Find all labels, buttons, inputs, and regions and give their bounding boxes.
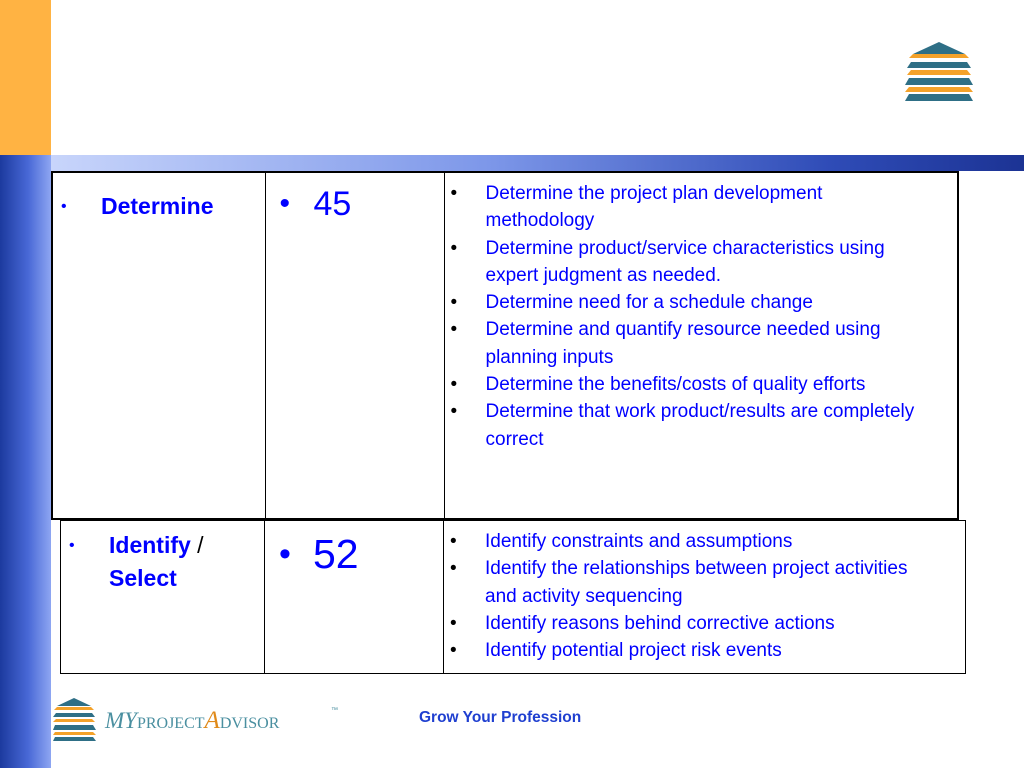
list-item (444, 610, 925, 637)
myprojectadvisor-logo (53, 696, 343, 742)
category-text: Identify / Select (109, 532, 204, 591)
bullet-icon (445, 371, 486, 398)
task-table-identify (60, 520, 966, 674)
category-label (69, 529, 264, 595)
score-label (279, 531, 443, 577)
list-item (445, 398, 918, 453)
footer-tagline: Grow Your Profession (419, 709, 582, 726)
list-item (444, 555, 925, 610)
bullet-icon: • (61, 198, 67, 215)
list-item (445, 289, 918, 316)
category-cell (52, 172, 265, 519)
table-row (52, 172, 958, 519)
bullet-icon (444, 637, 485, 664)
svg-text:™: ™ (331, 707, 338, 714)
bullet-icon (445, 316, 486, 371)
bullet-icon (444, 610, 485, 637)
bullet-icon (445, 289, 486, 316)
list-item (444, 637, 925, 664)
score-value: 52 (313, 531, 359, 577)
task-text: Identify constraints and assumptions (485, 531, 793, 552)
score-cell (265, 521, 444, 674)
score-cell (265, 172, 444, 519)
category-cell (61, 521, 265, 674)
bullet-icon (445, 398, 486, 453)
category-label (61, 190, 265, 223)
list-item (445, 180, 918, 235)
company-logo-icon (905, 42, 973, 104)
list-item (445, 371, 918, 398)
orange-corner-block (0, 0, 51, 155)
bullet-icon (445, 180, 486, 235)
list-item (445, 316, 918, 371)
list-item (445, 235, 918, 290)
task-text: Determine product/service characteristics using expert judgment as needed. (485, 237, 885, 286)
bullet-icon (445, 235, 486, 290)
table-row (61, 521, 966, 674)
list-item (444, 528, 925, 555)
bullet-icon (444, 555, 485, 610)
task-text: Identify the relationships between project activities and activity sequencing (485, 558, 908, 607)
stack-logo-icon (53, 698, 96, 741)
svg-text:MYPROJECTADVISOR: MYPROJECTADVISOR (105, 707, 280, 734)
category-text: Determine (101, 193, 214, 219)
score-label (280, 184, 444, 224)
top-gradient-band (51, 155, 1024, 171)
task-table-determine (51, 171, 959, 520)
bullet-icon: • (69, 537, 75, 554)
task-list (444, 528, 925, 664)
task-text: Identify potential project risk events (485, 640, 782, 662)
tasks-cell (444, 172, 958, 519)
bullet-icon: • (279, 535, 291, 573)
bullet-icon: • (279, 187, 291, 220)
score-value: 45 (313, 185, 352, 223)
tasks-cell (444, 521, 966, 674)
task-text: Determine that work product/results are completely correct (485, 401, 915, 450)
task-text: Determine and quantify resource needed using planning inputs (485, 319, 881, 368)
task-text: Determine the benefits/costs of quality efforts (485, 374, 866, 396)
left-gradient-bar (0, 155, 51, 768)
bullet-icon (444, 528, 485, 555)
task-list (445, 180, 918, 453)
task-text: Determine the project plan development methodology (485, 183, 823, 232)
task-text: Determine need for a schedule change (485, 292, 813, 314)
task-text: Identify reasons behind corrective actions (485, 612, 835, 634)
